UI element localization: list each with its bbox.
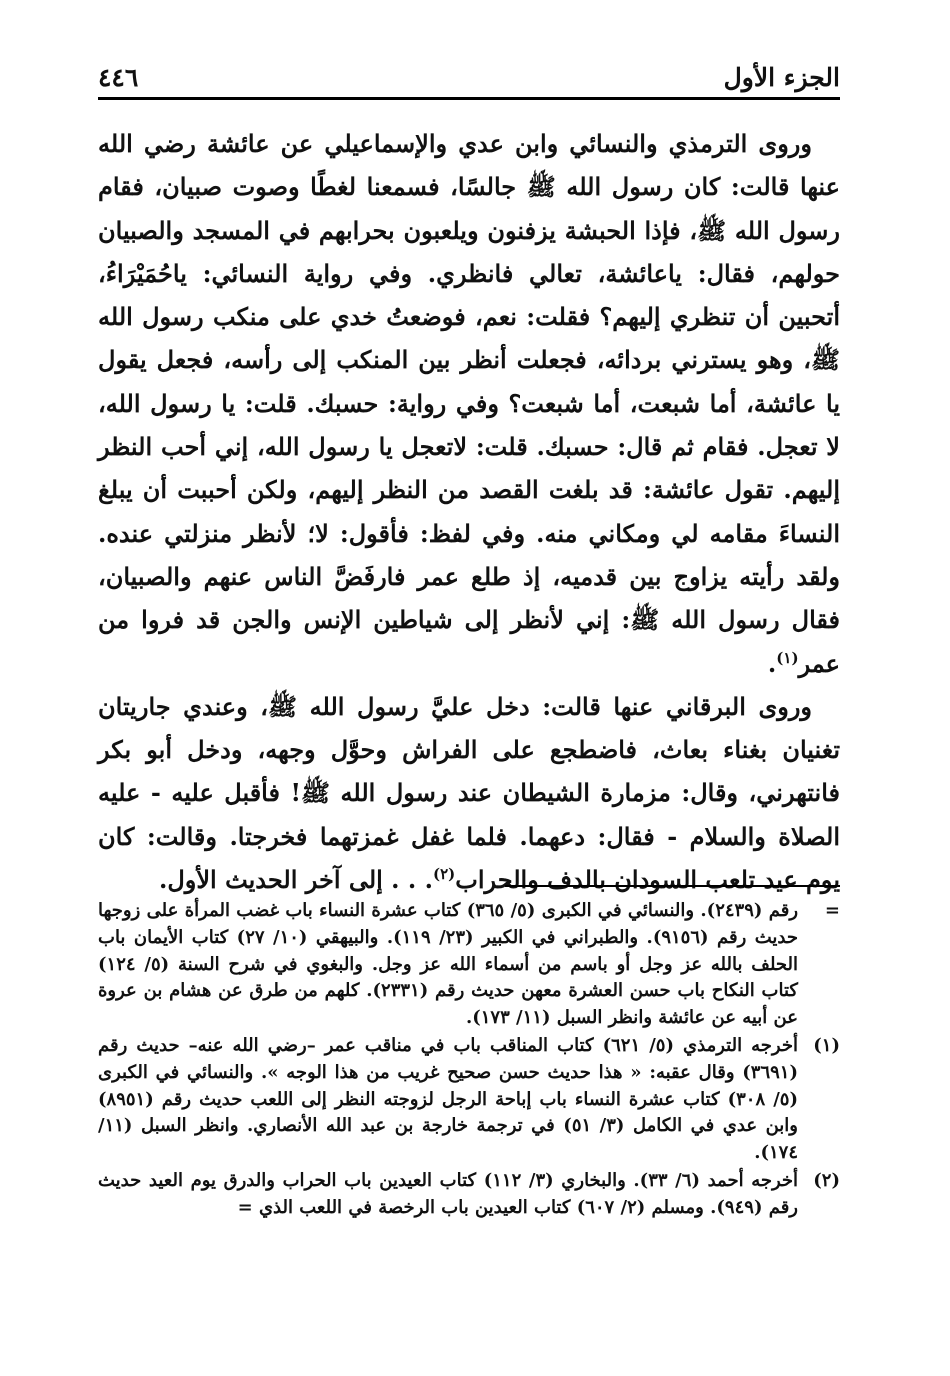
page-number: ٤٤٦ bbox=[98, 63, 139, 92]
footnote-text: أخرجه أحمد (٦/ ٣٣). والبخاري (٣/ ١١٢) كتاب العيدين باب الحراب والدرق يوم العيد حديث رقم (٩٤٩). ومسلم (٢/ ٦٠٧) كتاب العيدين باب الرخصة في اللعب الذي = bbox=[98, 1169, 799, 1218]
footnotes bbox=[98, 898, 840, 1223]
paragraph-ending: . bbox=[767, 648, 777, 678]
main-text bbox=[98, 122, 840, 901]
running-header bbox=[98, 52, 840, 92]
footnote-marker: = bbox=[824, 900, 840, 921]
paragraph-text: وروى البرقاني عنها قالت: دخل عليَّ رسول الله ﷺ، وعندي جاريتان تغنيان بغناء بعاث، فاضطجع على الفراش وحوَّل وجهه، ودخل أبو بكر فانتهرني، وقال: مزمارة الشيطان عند رسول الله ﷺ! فأقبل عليه - عليه الصلاة والسلام - فقال: دعهما. فلما غفل غمزتهما فخرجتا. وقالت: كان يوم عيد تلعب السودان بالدف والحراب bbox=[98, 691, 841, 895]
footnote-text: رقم (٢٤٣٩). والنسائي في الكبرى (٥/ ٣٦٥) كتاب عشرة النساء باب غضب المرأة على زوجها حديث رقم (٩١٥٦). والطبراني في الكبير (٢٣/ ١١٩). والبيهقي (١٠/ ٢٧) كتاب الأيمان باب الحلف بالله عز وجل أو باسم من أسماء الله عز وجل. والبغوي في شرح السنة (٥/ ١٢٤) كتاب النكاح باب حسن العشرة معهن حديث رقم (٢٣٣١). كلهم من طرق عن هشام بن عروة عن أبيه عن عائشة وانظر السبل (١١/ ١٧٣). bbox=[98, 900, 799, 1029]
footnote-marker: (٢) bbox=[813, 1169, 840, 1191]
footnote-marker: (١) bbox=[813, 1034, 840, 1056]
footnote-rule bbox=[505, 885, 840, 887]
footnote-2 bbox=[98, 1168, 840, 1222]
footnote-continued bbox=[98, 898, 840, 1032]
footnote-1 bbox=[98, 1033, 840, 1167]
paragraph bbox=[98, 122, 840, 685]
running-title: الجزء الأول bbox=[723, 63, 840, 92]
paragraph-ending: . . . إلى آخر الحديث الأول. bbox=[158, 865, 433, 895]
footnote-reference: (١) bbox=[776, 648, 799, 667]
header-rule bbox=[98, 97, 840, 100]
paragraph bbox=[98, 685, 840, 901]
paragraph-text: وروى الترمذي والنسائي وابن عدي والإسماعيلي عن عائشة رضي الله عنها قالت: كان رسول الله ﷺ جالسًا، فسمعنا لغطًا وصوت صبيان، فقام رسول الله ﷺ، فإذا الحبشة يزفنون ويلعبون بحرابهم في المسجد والصبيان حولهم، فقال: ياعائشة، تعالي فانظري. وفي رواية النسائي: ياحُمَيْرَاءُ، أتحبين أن تنظري إليهم؟ فقلت: نعم، فوضعتُ خدي على منكب رسول الله ﷺ، وهو يسترني بردائه، فجعلت أنظر بين المنكب إلى رأسه، فجعل يقول يا عائشة، أما شبعت، أما شبعت؟ وفي رواية: حسبك. قلت: يا رسول الله، لا تعجل. فقام ثم قال: حسبك. قلت: لاتعجل يا رسول الله، إني أحب النظر إليهم. تقول عائشة: قد بلغت القصد من النظر إليهم، ولكن أحببت أن يبلغ النساءَ مقامه لي ومكاني منه. وفي لفظ: فأقول: لا؛ لأنظر منزلتي عنده. ولقد رأيته يزاوج بين قدميه، إذ طلع عمر فارفَضَّ الناس عنهم والصبيان، فقال رسول الله ﷺ: إني لأنظر إلى شياطين الإنس والجن قد فروا من عمر bbox=[98, 129, 841, 678]
footnote-reference: (٢) bbox=[432, 865, 456, 884]
footnote-text: أخرجه الترمذي (٥/ ٦٢١) كتاب المناقب باب في مناقب عمر –رضي الله عنه– حديث رقم (٣٦٩١) وقال عقبه: « هذا حديث حسن صحيح غريب من هذا الوجه ». والنسائي في الكبرى (٥/ ٣٠٨) كتاب عشرة النساء باب إباحة الرجل لزوجته النظر إلى اللعب حديث رقم (٨٩٥١) وابن عدي في الكامل (٣/ ٥١) في ترجمة خارجة بن عبد الله الأنصاري. وانظر السبل (١١/ ١٧٤). bbox=[98, 1034, 798, 1164]
